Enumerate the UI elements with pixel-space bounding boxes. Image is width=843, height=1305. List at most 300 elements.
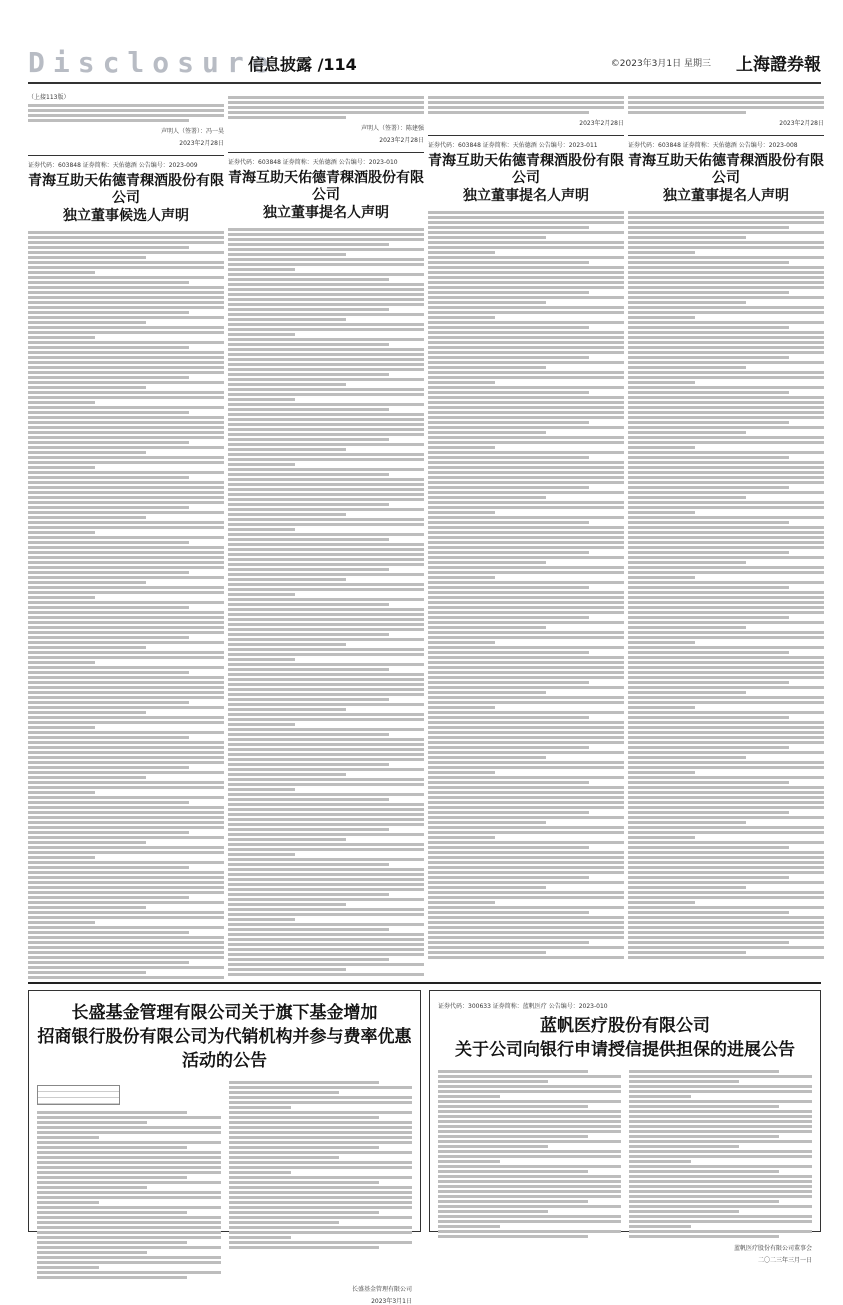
page-content: [28, 94, 824, 1305]
text-line: [428, 726, 624, 729]
text-line: [438, 1190, 621, 1193]
signature-date: 2023年2月28日: [779, 120, 824, 127]
text-line: [228, 823, 424, 826]
text-line: [229, 1121, 413, 1124]
text-line: [428, 496, 546, 499]
text-line: [629, 1175, 812, 1178]
text-line: [228, 448, 346, 451]
text-line: [229, 1106, 291, 1109]
text-line: [228, 248, 424, 251]
text-line: [628, 536, 824, 539]
text-line: [428, 746, 589, 749]
text-line: [428, 866, 624, 869]
issue-date: ©2023年3月1日 星期三: [610, 59, 711, 69]
text-line: [228, 463, 295, 466]
text-line: [628, 596, 824, 599]
text-line: [228, 848, 424, 851]
text-line: [228, 643, 346, 646]
text-line: [629, 1200, 779, 1203]
signature-date: 2023年2月28日: [579, 120, 624, 127]
text-line: [228, 653, 424, 656]
text-line: [28, 291, 224, 294]
text-line: [428, 481, 624, 484]
text-line: [37, 1166, 221, 1169]
text-line: [28, 616, 224, 619]
guarantee-announcement: [429, 990, 821, 1264]
text-line: [628, 706, 695, 709]
text-line: [428, 706, 495, 709]
text-line: [229, 1091, 339, 1094]
text-line: [629, 1180, 812, 1183]
text-line: [628, 756, 746, 759]
text-line: [428, 911, 589, 914]
text-line: [428, 261, 589, 264]
text-line: [428, 396, 624, 399]
announcement-column-3: [428, 94, 624, 978]
text-line: [628, 411, 824, 414]
text-line: [628, 876, 789, 879]
text-line: [428, 941, 589, 944]
text-line: [28, 326, 224, 329]
text-line: [428, 801, 624, 804]
text-line: [37, 1196, 221, 1199]
text-line: [228, 478, 424, 481]
text-line: [28, 836, 224, 839]
text-line: [28, 286, 224, 289]
text-line: [228, 728, 424, 731]
signature-date: 2023年2月28日: [379, 137, 424, 144]
text-line: [28, 296, 224, 299]
text-line: [28, 386, 146, 389]
text-line: [428, 441, 624, 444]
text-line: [428, 901, 495, 904]
text-line: [428, 621, 624, 624]
text-line: [628, 576, 695, 579]
text-line: [228, 628, 424, 631]
text-line: [28, 721, 224, 724]
text-line: [229, 1221, 339, 1224]
text-line: [628, 586, 789, 589]
text-line: [628, 926, 824, 929]
text-line: [438, 1165, 621, 1168]
text-line: [228, 458, 424, 461]
text-line: [228, 343, 389, 346]
text-line: [228, 293, 424, 296]
text-line: [629, 1220, 812, 1223]
text-line: [28, 701, 189, 704]
text-line: [428, 406, 624, 409]
text-line: [628, 491, 824, 494]
text-line: [629, 1215, 812, 1218]
text-line: [28, 546, 224, 549]
text-line: [428, 486, 589, 489]
announcement-body: [28, 231, 224, 979]
text-line: [428, 646, 624, 649]
upper-announcements: [28, 94, 824, 978]
text-line: [628, 376, 824, 379]
text-line: [628, 486, 789, 489]
announcement-header: [428, 135, 624, 205]
text-line: [629, 1205, 812, 1208]
text-line: [428, 521, 589, 524]
text-line: [628, 691, 746, 694]
text-line: [628, 246, 824, 249]
text-line: [228, 528, 295, 531]
text-line: [428, 356, 589, 359]
text-line: [438, 1170, 588, 1173]
text-line: [37, 1191, 221, 1194]
text-line: [37, 1131, 221, 1134]
text-line: [228, 363, 424, 366]
text-line: [28, 246, 189, 249]
text-line: [37, 1181, 221, 1184]
text-line: [438, 1140, 621, 1143]
text-line: [37, 1156, 221, 1159]
text-line: [628, 291, 789, 294]
text-line: [428, 576, 495, 579]
text-line: [628, 871, 824, 874]
text-line: [37, 1111, 187, 1114]
text-line: [228, 753, 424, 756]
text-line: [28, 651, 224, 654]
text-line: [428, 221, 624, 224]
text-line: [628, 891, 824, 894]
text-line: [228, 268, 295, 271]
text-line: [628, 896, 824, 899]
text-line: [228, 388, 424, 391]
text-line: [28, 761, 224, 764]
text-line: [228, 228, 424, 231]
text-line: [628, 601, 824, 604]
text-line: [228, 693, 424, 696]
text-line: [628, 866, 824, 869]
announcement-body: [628, 211, 824, 959]
text-line: [628, 656, 824, 659]
text-line: [628, 776, 824, 779]
text-line: [28, 241, 224, 244]
text-line: [28, 936, 224, 939]
text-line: [228, 598, 424, 601]
text-line: [428, 676, 624, 679]
text-line: [28, 926, 224, 929]
text-line: [628, 826, 824, 829]
text-line: [28, 916, 224, 919]
text-line: [628, 901, 695, 904]
text-line: [28, 626, 224, 629]
text-line: [428, 351, 624, 354]
text-line: [37, 1141, 221, 1144]
text-line: [229, 1176, 413, 1179]
text-line: [228, 928, 389, 931]
text-line: [428, 891, 624, 894]
text-line: [228, 973, 424, 976]
text-line: [228, 703, 424, 706]
text-line: [629, 1155, 812, 1158]
text-line: [628, 446, 695, 449]
text-line: [28, 966, 224, 969]
text-line: [628, 356, 789, 359]
signature: 声明人（签署）：冯一昊: [160, 128, 224, 135]
fund-signoff-company: 长盛基金管理有限公司: [351, 1286, 412, 1293]
text-line: [28, 866, 189, 869]
text-line: [629, 1165, 812, 1168]
text-line: [228, 863, 389, 866]
text-line: [229, 1206, 413, 1209]
text-line: [228, 968, 346, 971]
text-line: [628, 306, 824, 309]
text-line: [428, 821, 546, 824]
text-line: [428, 566, 624, 569]
text-line: [628, 791, 824, 794]
text-line: [628, 531, 824, 534]
text-line: [228, 618, 424, 621]
text-line: [28, 956, 224, 959]
text-line: [628, 276, 824, 279]
newspaper-name: 上海證券報: [736, 55, 821, 75]
announcement-column-2: [228, 94, 424, 978]
text-line: [228, 328, 424, 331]
text-line: [228, 263, 424, 266]
text-line: [28, 451, 146, 454]
text-line: [428, 641, 495, 644]
text-line: [629, 1235, 779, 1238]
text-line: [628, 506, 824, 509]
text-block: [628, 96, 824, 114]
text-line: [28, 461, 224, 464]
text-line: [228, 428, 424, 431]
text-line: [428, 316, 495, 319]
text-line: [629, 1075, 812, 1078]
text-line: [228, 758, 424, 761]
text-line: [428, 711, 624, 714]
text-line: [438, 1195, 621, 1198]
text-line: [228, 368, 424, 371]
text-line: [28, 606, 189, 609]
text-line: [628, 721, 824, 724]
text-line: [628, 646, 824, 649]
text-line: [28, 901, 224, 904]
text-line: [28, 746, 224, 749]
text-line: [628, 336, 824, 339]
text-line: [28, 911, 224, 914]
text-line: [228, 373, 389, 376]
text-line: [628, 546, 824, 549]
text-line: [428, 511, 495, 514]
text-line: [428, 796, 624, 799]
text-line: [628, 556, 824, 559]
text-line: [438, 1070, 588, 1073]
text-line: [229, 1156, 339, 1159]
text-line: [428, 601, 624, 604]
text-line: [629, 1095, 691, 1098]
text-line: [37, 1231, 221, 1234]
text-line: [228, 538, 389, 541]
text-line: [28, 391, 224, 394]
text-line: [428, 691, 546, 694]
text-line: [229, 1246, 379, 1249]
text-line: [628, 771, 695, 774]
text-line: [629, 1085, 812, 1088]
text-line: [228, 508, 424, 511]
text-line: [229, 1171, 291, 1174]
text-line: [428, 471, 624, 474]
text-line: [428, 271, 624, 274]
text-line: [28, 276, 224, 279]
announcement-code: 证券代码：603848 证券简称：天佑德酒 公告编号：2023-009: [28, 162, 198, 169]
fund-announcement: [28, 990, 421, 1305]
text-line: [628, 571, 824, 574]
text-line: [28, 396, 224, 399]
text-line: [629, 1150, 812, 1153]
text-line: [628, 326, 789, 329]
text-line: [428, 551, 589, 554]
text-line: [628, 916, 824, 919]
text-line: [628, 431, 746, 434]
text-line: [428, 321, 624, 324]
text-line: [28, 676, 224, 679]
text-line: [28, 431, 224, 434]
guarantee-announcement-company: 蓝帆医疗股份有限公司: [540, 1016, 710, 1036]
text-line: [228, 603, 389, 606]
text-line: [28, 496, 224, 499]
text-line: [28, 256, 146, 259]
carry-over-note: （上接113版）: [28, 94, 70, 101]
text-line: [228, 833, 424, 836]
text-line: [438, 1120, 621, 1123]
text-line: [428, 411, 624, 414]
text-line: [228, 453, 424, 456]
text-line: [228, 488, 424, 491]
disclosure-logo-word: Disclosure: [28, 46, 277, 79]
text-line: [228, 818, 424, 821]
section-divider: [28, 982, 821, 984]
text-line: [428, 391, 589, 394]
text-line: [28, 821, 224, 824]
text-line: [28, 401, 95, 404]
text-line: [37, 1216, 221, 1219]
text-line: [628, 736, 824, 739]
text-line: [428, 811, 589, 814]
text-line: [438, 1100, 621, 1103]
text-line: [628, 956, 824, 959]
text-line: [228, 828, 389, 831]
text-line: [228, 338, 424, 341]
text-line: [28, 421, 224, 424]
text-line: [628, 741, 824, 744]
text-line: [628, 751, 824, 754]
text-line: [628, 701, 824, 704]
text-line: [28, 486, 224, 489]
text-line: [228, 413, 424, 416]
text-line: [228, 423, 424, 426]
text-line: [629, 1110, 812, 1113]
text-line: [229, 1211, 379, 1214]
text-line: [428, 896, 624, 899]
text-line: [628, 681, 789, 684]
text-line: [628, 626, 746, 629]
text-line: [37, 1176, 187, 1179]
text-line: [228, 243, 389, 246]
text-line: [628, 261, 789, 264]
text-line: [28, 471, 224, 474]
text-line: [228, 808, 424, 811]
text-line: [628, 361, 824, 364]
text-line: [628, 911, 789, 914]
text-line: [628, 821, 746, 824]
text-line: [28, 261, 224, 264]
text-line: [228, 898, 424, 901]
text-line: [228, 868, 424, 871]
text-line: [428, 831, 624, 834]
text-line: [428, 736, 624, 739]
text-line: [428, 761, 624, 764]
text-line: [438, 1145, 548, 1148]
text-line: [228, 933, 424, 936]
text-line: [28, 536, 224, 539]
text-line: [229, 1126, 413, 1129]
text-line: [28, 381, 224, 384]
text-line: [428, 546, 624, 549]
text-line: [28, 551, 224, 554]
text-line: [228, 443, 424, 446]
text-line: [228, 593, 295, 596]
text-line: [228, 783, 424, 786]
text-line: [229, 1161, 413, 1164]
text-line: [228, 723, 295, 726]
text-line: [28, 591, 224, 594]
text-line: [28, 691, 224, 694]
text-line: [428, 851, 624, 854]
text-line: [438, 1235, 588, 1238]
announcement-code: 证券代码：603848 证券简称：天佑德酒 公告编号：2023-008: [628, 142, 798, 149]
text-line: [628, 226, 789, 229]
text-line: [428, 791, 624, 794]
text-line: [438, 1200, 588, 1203]
text-line: [228, 398, 295, 401]
text-line: [438, 1220, 621, 1223]
text-line: [628, 906, 824, 909]
text-line: [428, 326, 589, 329]
text-line: [428, 536, 624, 539]
text-line: [28, 766, 189, 769]
text-line: [428, 336, 624, 339]
text-line: [438, 1180, 621, 1183]
text-line: [428, 341, 624, 344]
text-line: [28, 581, 146, 584]
text-line: [37, 1221, 221, 1224]
text-line: [28, 696, 224, 699]
text-line: [628, 811, 789, 814]
text-line: [629, 1130, 812, 1133]
announcement-code: 证券代码：603848 证券简称：天佑德酒 公告编号：2023-011: [428, 142, 598, 149]
guarantee-announcement-code: 证券代码：300633 证券简称：蓝帆医疗 公告编号：2023-010: [438, 1003, 608, 1010]
text-line: [628, 236, 746, 239]
text-line: [629, 1195, 812, 1198]
text-line: [28, 856, 95, 859]
text-line: [628, 481, 824, 484]
text-line: [428, 721, 624, 724]
text-line: [428, 776, 624, 779]
text-line: [428, 531, 624, 534]
text-line: [229, 1236, 291, 1239]
text-line: [28, 576, 224, 579]
text-line: [628, 231, 824, 234]
text-line: [228, 713, 424, 716]
text-line: [228, 393, 424, 396]
text-line: [228, 473, 389, 476]
text-line: [628, 761, 824, 764]
text-line: [428, 816, 624, 819]
